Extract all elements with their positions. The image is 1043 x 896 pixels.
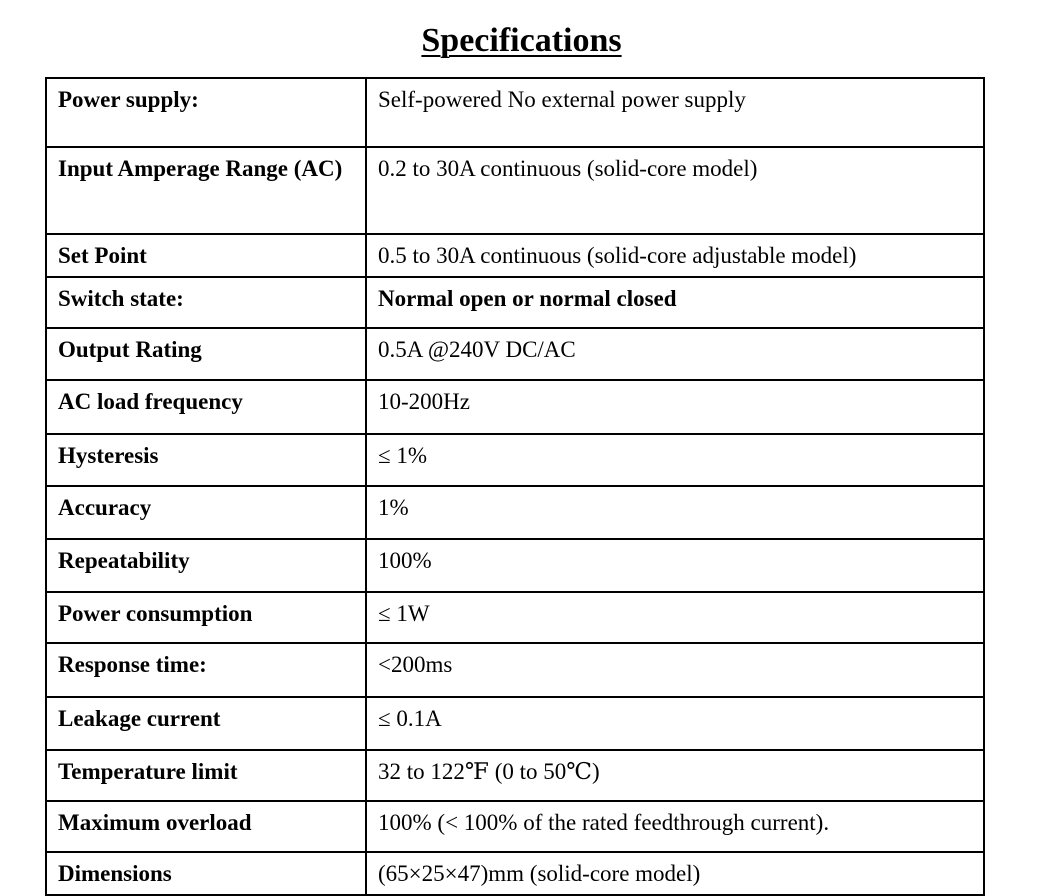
page-title: Specifications bbox=[421, 22, 622, 59]
table-row bbox=[46, 277, 984, 328]
spec-value: 10-200Hz bbox=[366, 380, 984, 434]
table-row bbox=[46, 539, 984, 592]
spec-label: Dimensions bbox=[46, 852, 366, 895]
spec-label: AC load frequency bbox=[46, 380, 366, 434]
table-row bbox=[46, 592, 984, 643]
spec-label: Set Point bbox=[46, 234, 366, 277]
table-row bbox=[46, 380, 984, 434]
spec-label: Output Rating bbox=[46, 328, 366, 380]
spec-label: Power supply: bbox=[46, 78, 366, 147]
table-row bbox=[46, 697, 984, 750]
table-row bbox=[46, 78, 984, 147]
spec-value: 0.5 to 30A continuous (solid-core adjustable model) bbox=[366, 234, 984, 277]
spec-label: Hysteresis bbox=[46, 434, 366, 486]
spec-label: Accuracy bbox=[46, 486, 366, 539]
table-row bbox=[46, 234, 984, 277]
table-row bbox=[46, 750, 984, 801]
spec-value: 0.5A @240V DC/AC bbox=[366, 328, 984, 380]
spec-label: Switch state: bbox=[46, 277, 366, 328]
table-row bbox=[46, 328, 984, 380]
table-row bbox=[46, 852, 984, 895]
table-row bbox=[46, 147, 984, 234]
spec-value: 100% bbox=[366, 539, 984, 592]
spec-value: ≤ 0.1A bbox=[366, 697, 984, 750]
spec-table bbox=[45, 77, 985, 896]
table-row bbox=[46, 486, 984, 539]
spec-label: Maximum overload bbox=[46, 801, 366, 852]
spec-value: ≤ 1W bbox=[366, 592, 984, 643]
spec-label: Input Amperage Range (AC) bbox=[46, 147, 366, 234]
spec-label: Response time: bbox=[46, 643, 366, 697]
spec-value: (65×25×47)mm (solid-core model) bbox=[366, 852, 984, 895]
spec-label: Temperature limit bbox=[46, 750, 366, 801]
spec-value: ≤ 1% bbox=[366, 434, 984, 486]
spec-value: Self-powered No external power supply bbox=[366, 78, 984, 147]
spec-label: Repeatability bbox=[46, 539, 366, 592]
spec-label: Power consumption bbox=[46, 592, 366, 643]
spec-value: 0.2 to 30A continuous (solid-core model) bbox=[366, 147, 984, 234]
spec-value: <200ms bbox=[366, 643, 984, 697]
spec-value: 100% (< 100% of the rated feedthrough current). bbox=[366, 801, 984, 852]
spec-label: Leakage current bbox=[46, 697, 366, 750]
spec-value: 1% bbox=[366, 486, 984, 539]
table-row bbox=[46, 434, 984, 486]
spec-value: Normal open or normal closed bbox=[366, 277, 984, 328]
table-row bbox=[46, 801, 984, 852]
spec-value: 32 to 122℉ (0 to 50℃) bbox=[366, 750, 984, 801]
table-row bbox=[46, 643, 984, 697]
